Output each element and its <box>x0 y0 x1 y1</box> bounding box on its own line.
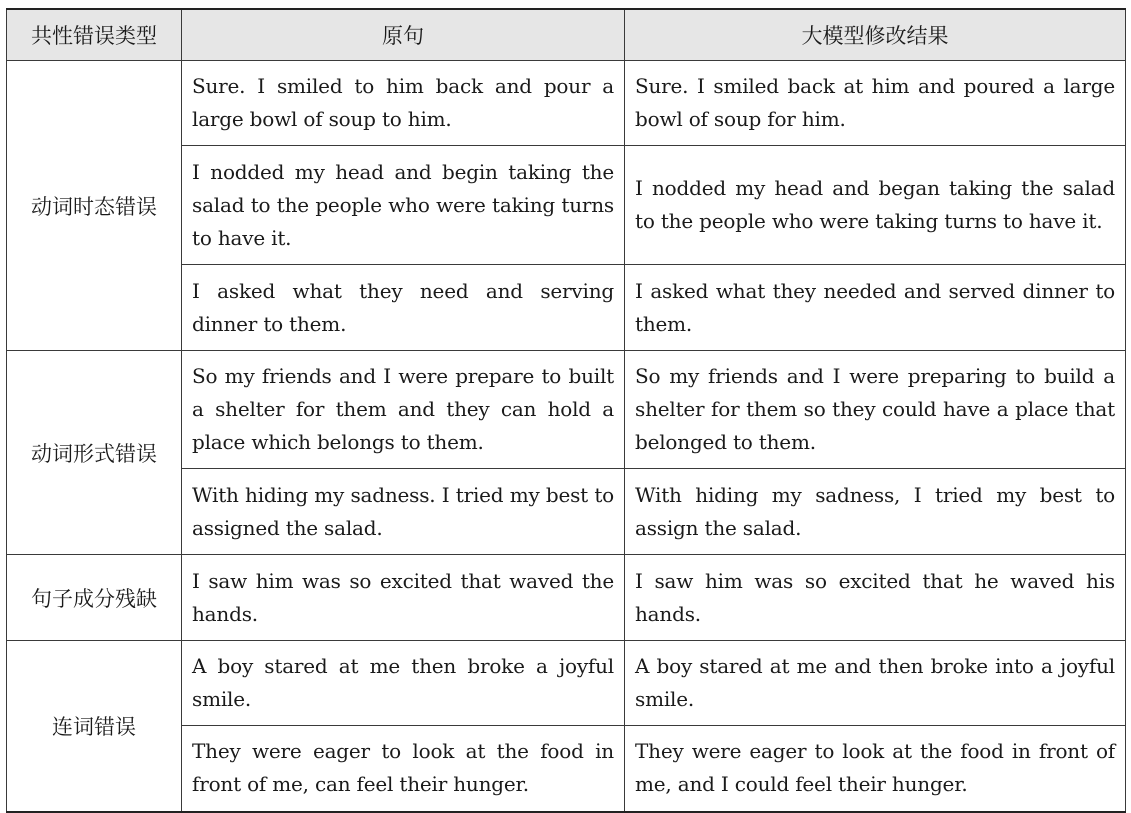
original-sentence: I saw him was so excited that waved the hands. <box>182 555 625 641</box>
header-revised: 大模型修改结果 <box>625 9 1126 61</box>
original-sentence: With hiding my sadness. I tried my best to assigned the salad. <box>182 469 625 555</box>
original-sentence: I asked what they need and serving dinner to them. <box>182 265 625 351</box>
header-row <box>7 9 1126 61</box>
table-row <box>7 61 1126 146</box>
revised-sentence: I nodded my head and began taking the salad to the people who were taking turns to have it. <box>625 146 1126 265</box>
category-cell: 句子成分残缺 <box>7 555 182 641</box>
revised-sentence: So my friends and I were preparing to build a shelter for them so they could have a place that belonged to them. <box>625 351 1126 469</box>
table-row <box>7 641 1126 726</box>
original-sentence: I nodded my head and begin taking the salad to the people who were taking turns to have it. <box>182 146 625 265</box>
revised-sentence: They were eager to look at the food in front of me, and I could feel their hunger. <box>625 726 1126 812</box>
revised-sentence: I saw him was so excited that he waved his hands. <box>625 555 1126 641</box>
original-sentence: So my friends and I were prepare to built a shelter for them and they can hold a place which belongs to them. <box>182 351 625 469</box>
error-comparison-table <box>6 8 1126 813</box>
original-sentence: They were eager to look at the food in front of me, can feel their hunger. <box>182 726 625 812</box>
header-error-type: 共性错误类型 <box>7 9 182 61</box>
table-row <box>7 351 1126 469</box>
error-comparison-table-container <box>6 8 1125 813</box>
original-sentence: Sure. I smiled to him back and pour a large bowl of soup to him. <box>182 61 625 146</box>
category-cell: 连词错误 <box>7 641 182 812</box>
table-row <box>7 555 1126 641</box>
header-original: 原句 <box>182 9 625 61</box>
original-sentence: A boy stared at me then broke a joyful smile. <box>182 641 625 726</box>
revised-sentence: With hiding my sadness, I tried my best to assign the salad. <box>625 469 1126 555</box>
category-cell: 动词时态错误 <box>7 61 182 351</box>
revised-sentence: Sure. I smiled back at him and poured a large bowl of soup for him. <box>625 61 1126 146</box>
category-cell: 动词形式错误 <box>7 351 182 555</box>
revised-sentence: I asked what they needed and served dinner to them. <box>625 265 1126 351</box>
revised-sentence: A boy stared at me and then broke into a joyful smile. <box>625 641 1126 726</box>
